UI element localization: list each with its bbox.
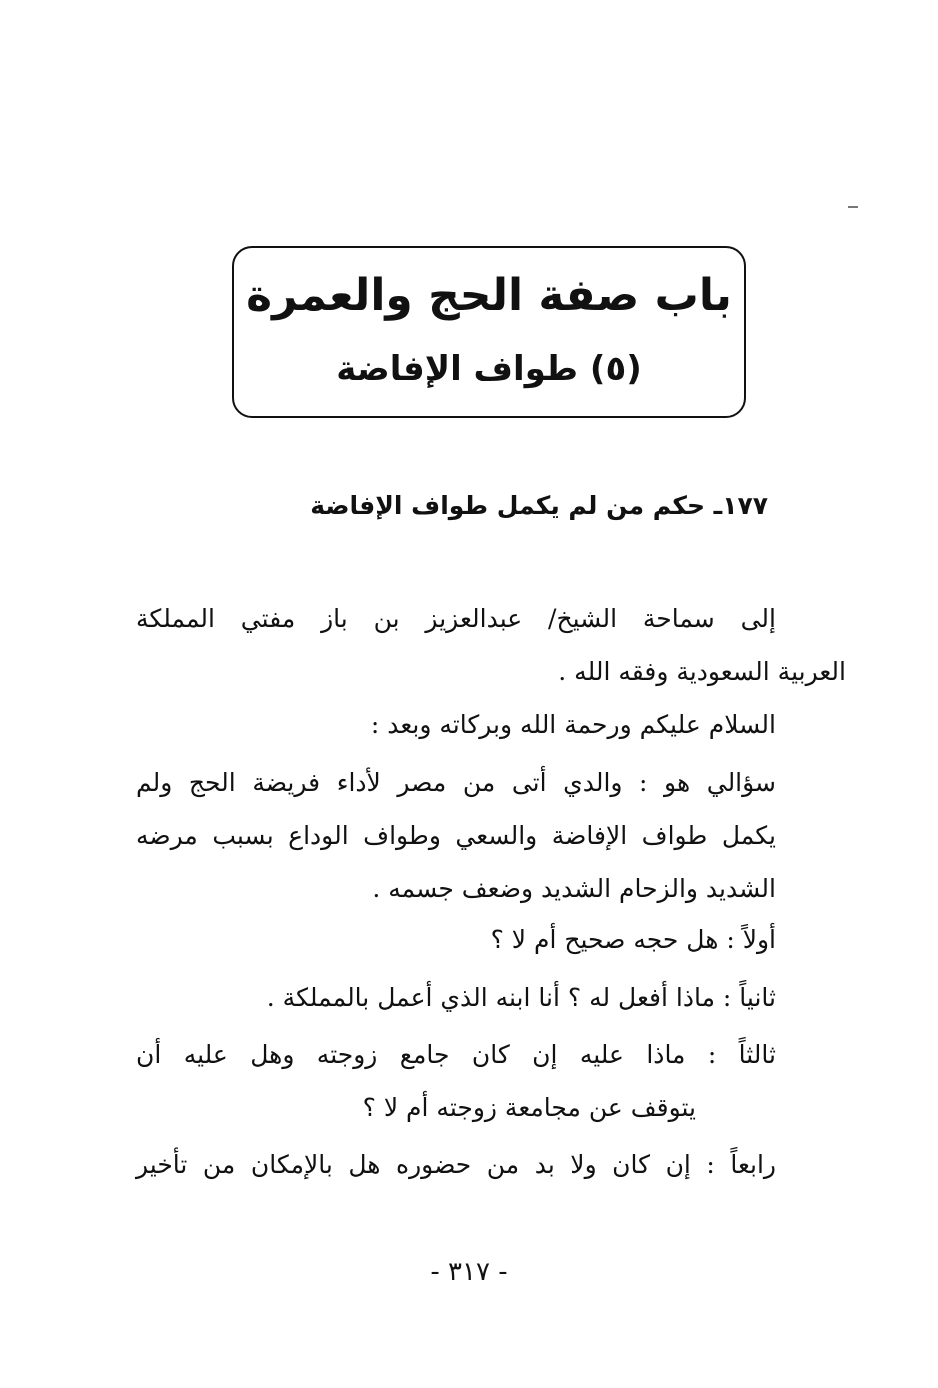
question-heading: ١٧٧ـ حكم من لم يكمل طواف الإفاضة: [310, 491, 768, 520]
intro-line-1: سؤالي هو : والدي أتى من مصر لأداء فريضة الحج ولم: [136, 768, 776, 797]
chapter-title: باب صفة الحج والعمرة: [246, 270, 732, 321]
question-first: أولاً : هل حجه صحيح أم لا ؟: [490, 925, 776, 954]
question-third-line-2: يتوقف عن مجامعة زوجته أم لا ؟: [362, 1093, 696, 1122]
address-line-2: العربية السعودية وفقه الله .: [558, 657, 846, 686]
chapter-subtitle: (٥) طواف الإفاضة: [336, 349, 642, 389]
question-third-line-1: ثالثاً : ماذا عليه إن كان جامع زوجته وهل عليه أن: [136, 1040, 776, 1069]
question-second: ثانياً : ماذا أفعل له ؟ أنا ابنه الذي أعمل بالمملكة .: [266, 983, 776, 1012]
intro-line-3: الشديد والزحام الشديد وضعف جسمه .: [372, 874, 776, 903]
intro-line-2: يكمل طواف الإفاضة والسعي وطواف الوداع بسبب مرضه: [136, 821, 776, 850]
scan-speck: [848, 206, 858, 208]
question-fourth: رابعاً : إن كان ولا بد من حضوره هل بالإمكان من تأخير: [136, 1150, 776, 1179]
greeting: السلام عليكم ورحمة الله وبركاته وبعد :: [370, 710, 776, 739]
address-line-1: إلى سماحة الشيخ/ عبدالعزيز بن باز مفتي المملكة: [136, 604, 776, 633]
chapter-title-box: [232, 246, 746, 418]
page-number: - ٣١٧ -: [430, 1257, 508, 1287]
